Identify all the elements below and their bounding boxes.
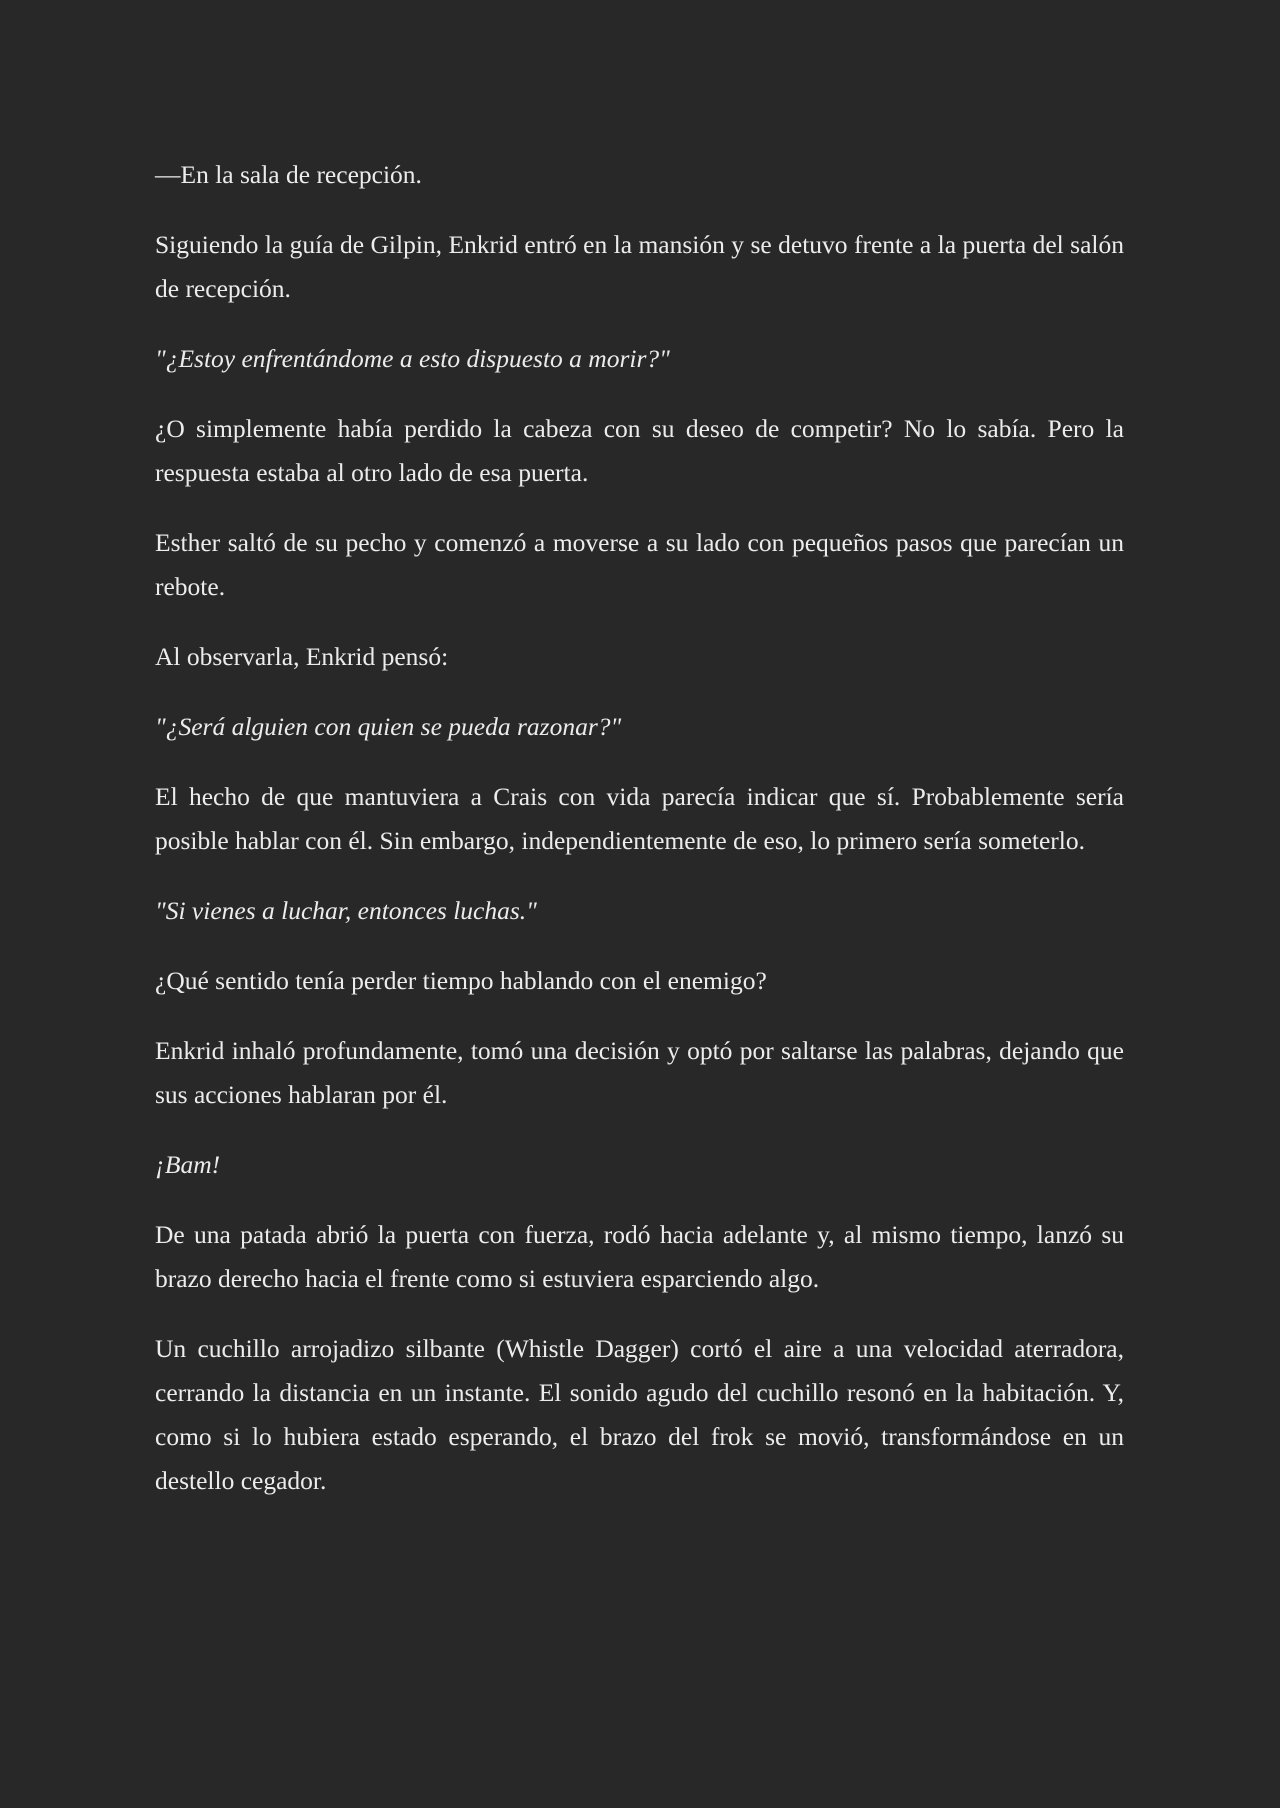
paragraph: ¿Qué sentido tenía perder tiempo hablando con el enemigo? bbox=[155, 966, 767, 995]
paragraph: Al observarla, Enkrid pensó: bbox=[155, 642, 449, 671]
paragraph: —En la sala de recepción. bbox=[155, 160, 422, 189]
paragraph: Enkrid inhaló profundamente, tomó una decisión y optó por saltarse las palabras, dejando que sus acciones hablaran por él. bbox=[155, 1036, 1124, 1109]
paragraph: El hecho de que mantuviera a Crais con vida parecía indicar que sí. Probablemente sería posible hablar con él. Sin embargo, independientemente de eso, lo primero sería someterlo. bbox=[155, 782, 1124, 855]
thought-paragraph: "Si vienes a luchar, entonces luchas." bbox=[155, 896, 537, 925]
thought-paragraph: "¿Será alguien con quien se pueda razonar?" bbox=[155, 712, 622, 741]
sound-effect-paragraph: ¡Bam! bbox=[155, 1150, 221, 1179]
thought-paragraph: "¿Estoy enfrentándome a esto dispuesto a morir?" bbox=[155, 344, 670, 373]
paragraph: De una patada abrió la puerta con fuerza, rodó hacia adelante y, al mismo tiempo, lanzó su brazo derecho hacia el frente como si estuviera esparciendo algo. bbox=[155, 1220, 1124, 1293]
paragraph: Un cuchillo arrojadizo silbante (Whistle Dagger) cortó el aire a una velocidad aterradora, cerrando la distancia en un instante. El sonido agudo del cuchillo resonó en la habitación. Y, como si lo hubiera estado esperando, el brazo del frok se movió, transformándose en un destello cegador. bbox=[155, 1334, 1124, 1495]
paragraph: Siguiendo la guía de Gilpin, Enkrid entró en la mansión y se detuvo frente a la puerta del salón de recepción. bbox=[155, 230, 1124, 303]
paragraph: Esther saltó de su pecho y comenzó a moverse a su lado con pequeños pasos que parecían un rebote. bbox=[155, 528, 1124, 601]
paragraph: ¿O simplemente había perdido la cabeza con su deseo de competir? No lo sabía. Pero la respuesta estaba al otro lado de esa puerta. bbox=[155, 414, 1124, 487]
